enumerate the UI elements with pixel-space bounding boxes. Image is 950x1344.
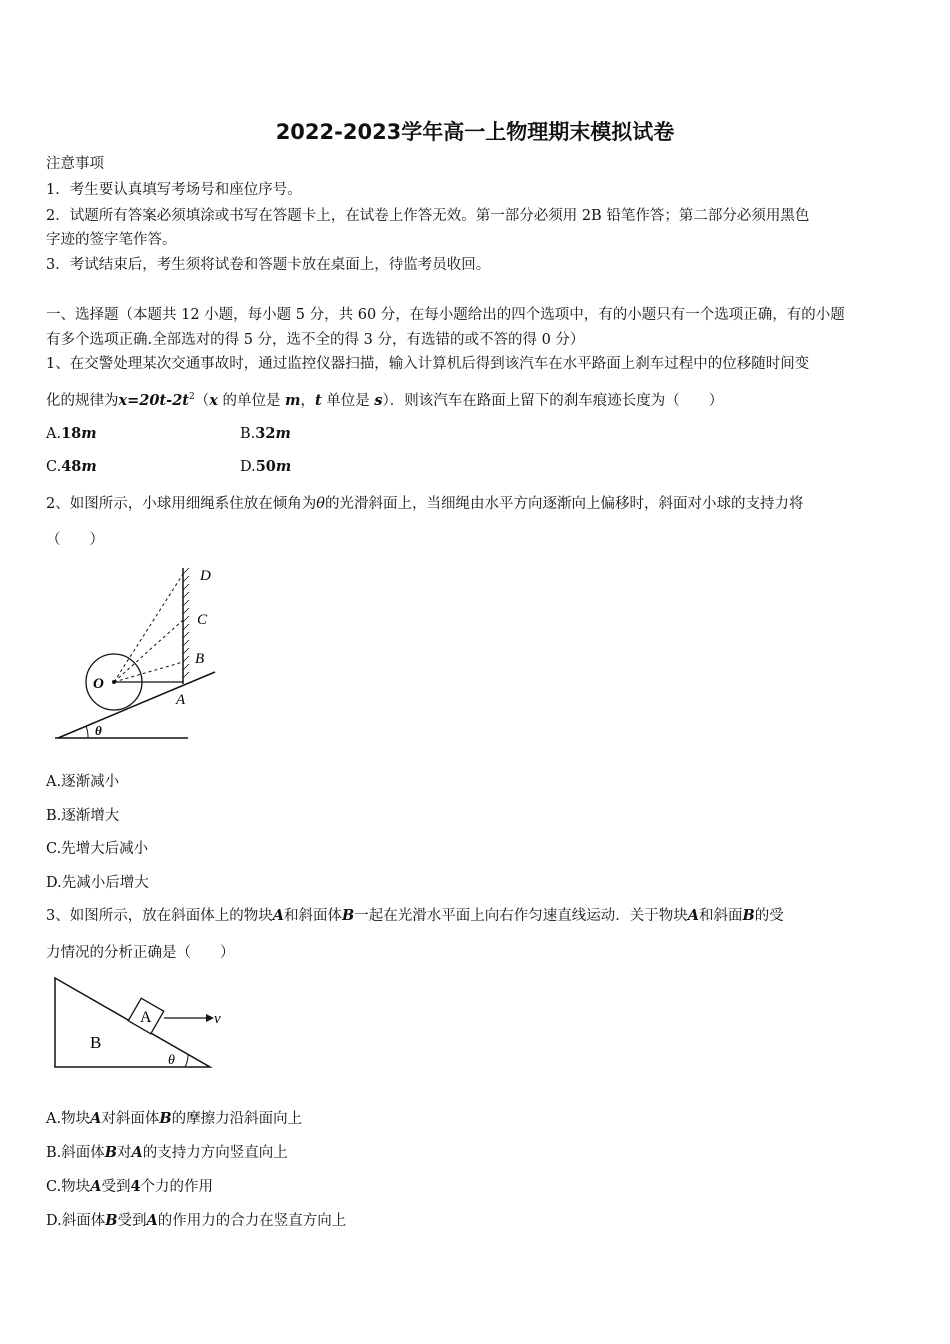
option-c[interactable]: C.48m	[46, 458, 97, 475]
option-c[interactable]: C.先增大后减小	[46, 841, 149, 857]
incline-ball-figure	[50, 560, 220, 750]
question-1-text: 1、在交警处理某次交通事故时，通过监控仪器扫描，输入计算机后得到该汽车在水平路面上刹车过程中的位移随时间变	[46, 356, 810, 372]
question-2-text: 2、如图所示，小球用细绳系住放在倾角为θ的光滑斜面上，当细绳由水平方向逐渐向上偏移时，斜面对小球的支持力将	[46, 496, 804, 512]
label-a: A	[176, 692, 186, 708]
question-3-text: 力情况的分析正确是（ ）	[46, 945, 235, 961]
option-a[interactable]: A.18m	[46, 425, 97, 442]
notice-item: 字迹的签字笔作答。	[46, 232, 177, 248]
option-d[interactable]: D.斜面体B受到A的作用力的合力在竖直方向上	[46, 1212, 347, 1229]
label-b: B	[90, 1033, 102, 1052]
notice-item: 1．考生要认真填写考场号和座位序号。	[46, 182, 302, 198]
label-theta: θ	[95, 723, 102, 738]
label-a: A	[140, 1009, 152, 1026]
option-b[interactable]: B.斜面体B对A的支持力方向竖直向上	[46, 1144, 288, 1161]
notice-item: 2．试题所有答案必须填涂或书写在答题卡上，在试卷上作答无效。第一部分必须用 2B 铅笔作答；第二部分必须用黑色	[46, 208, 810, 224]
option-b[interactable]: B.逐渐增大	[46, 808, 120, 824]
notice-item: 3．考试结束后，考生须将试卷和答题卡放在桌面上，待监考员收回。	[46, 257, 491, 273]
question-3-text: 3、如图所示，放在斜面体上的物块A和斜面体B一起在光滑水平面上向右作匀速直线运动．关于物块A和斜面B的受	[46, 907, 784, 924]
incline-block-figure	[50, 972, 230, 1072]
label-d: D	[200, 568, 211, 584]
label-b: B	[195, 651, 205, 667]
option-d[interactable]: D.先减小后增大	[46, 875, 149, 891]
question-1-text: 化的规律为$x=20t-2t^2(x$ 的单位是 m，t 单位是 s）．则该汽车在路面上留下的刹车痕迹长度为（ ）	[46, 392, 724, 409]
section-instructions: 有多个选项正确.全部选对的得 5 分，选不全的得 3 分，有选错的或不答的得 0 分）	[46, 332, 585, 348]
option-a[interactable]: A.逐渐减小	[46, 774, 120, 790]
label-v: v	[214, 1011, 221, 1027]
question-2-text: （ ）	[46, 532, 104, 548]
option-c[interactable]: C.物块A受到4个力的作用	[46, 1178, 214, 1195]
option-a[interactable]: A.物块A对斜面体B的摩擦力沿斜面向上	[46, 1110, 303, 1127]
option-b[interactable]: B.32m	[240, 425, 291, 442]
section-instructions: 一、选择题（本题共 12 小题，每小题 5 分，共 60 分，在每小题给出的四个选项中，有的小题只有一个选项正确，有的小题	[46, 307, 845, 323]
option-d[interactable]: D.50m	[240, 458, 292, 475]
formula: x=20t-2t	[118, 392, 189, 409]
page-title: 2022-2023学年高一上物理期末模拟试卷	[275, 120, 675, 144]
label-theta: θ	[168, 1053, 175, 1068]
label-c: C	[197, 612, 208, 628]
notice-heading: 注意事项	[46, 156, 104, 172]
label-o: O	[93, 676, 104, 692]
